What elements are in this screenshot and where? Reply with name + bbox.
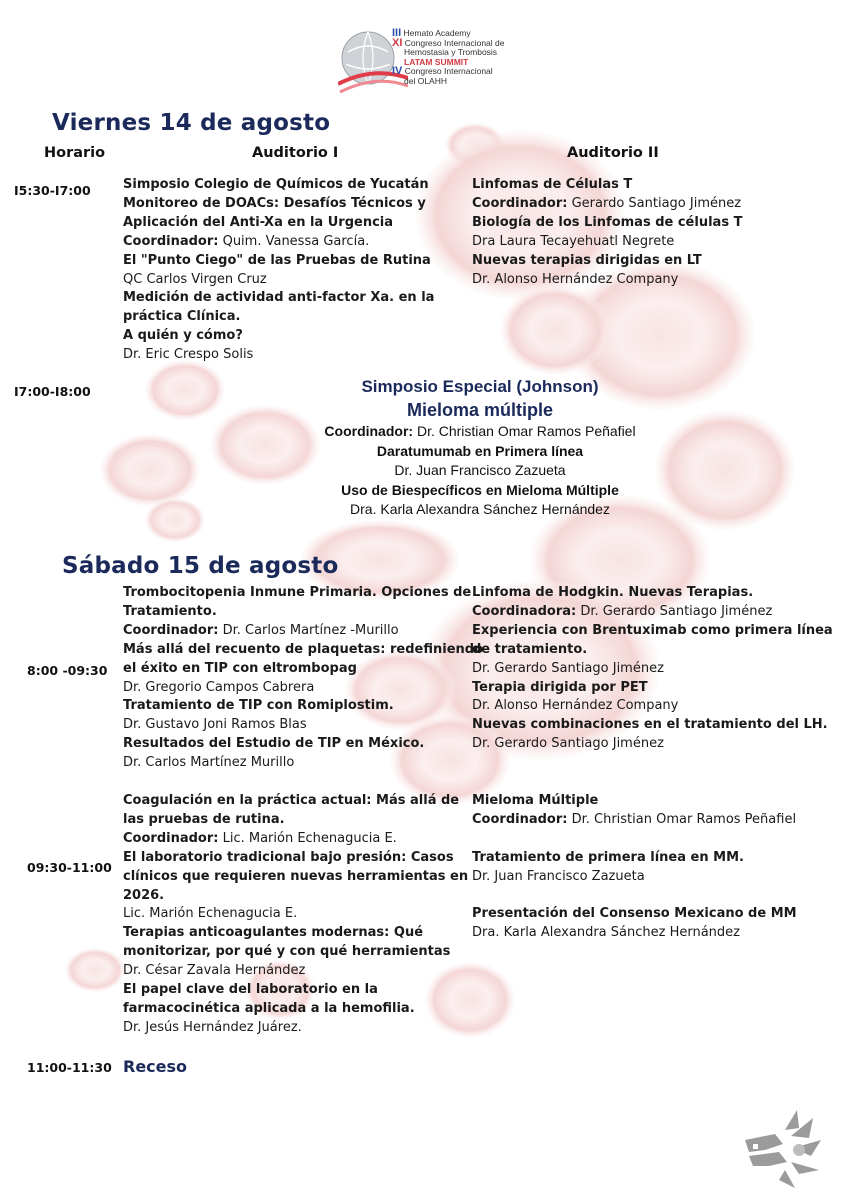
congress-logo: III Hemato Academy XI Congreso Internacional de Hemostasia y Trombosis LATAM SUMMIT IV Congreso Internacional del OLAHH: [338, 24, 528, 104]
session-line: Tratamiento.: [123, 603, 217, 619]
session-line: el éxito en TIP con eltrombopag: [123, 660, 357, 676]
session-line: Dr. Gerardo Santiago Jiménez: [472, 660, 664, 676]
session-line: Dra. Karla Alexandra Sánchez Hernández: [350, 501, 610, 517]
session-line: [472, 830, 817, 849]
session-line: Linfoma de Hodgkin. Nuevas Terapias.: [472, 585, 754, 600]
session-line: QC Carlos Virgen Cruz: [123, 271, 267, 287]
serpent-emblem-icon: [735, 1100, 825, 1190]
session-line: Coagulación en la práctica actual: Más allá de: [123, 793, 460, 808]
session-line: práctica Clínica.: [123, 309, 241, 325]
coordinator-label: Coordinador:: [123, 233, 219, 249]
session-line: Más allá del recuento de plaquetas: redefiniendo: [123, 641, 484, 657]
column-header-horario: Horario: [44, 145, 106, 161]
coordinator-name: Dr. Christian Omar Ramos Peñafiel: [567, 811, 797, 827]
session-line: Presentación del Consenso Mexicano de MM: [472, 906, 797, 922]
session-line: Dra Laura Tecayehuatl Negrete: [472, 233, 675, 249]
session-line: Uso de Biespecíficos en Mieloma Múltiple: [341, 481, 619, 498]
coordinator-label: Coordinador:: [472, 811, 568, 827]
session-line: las pruebas de rutina.: [123, 811, 285, 827]
session-line: [123, 830, 468, 849]
session-line: Biología de los Linfomas de células T: [472, 214, 743, 230]
session-line: Dr. Carlos Martínez Murillo: [123, 755, 295, 771]
session-line: Dr. Juan Francisco Zazueta: [472, 868, 645, 884]
session-line: Dr. Jesús Hernández Juárez.: [123, 1019, 302, 1035]
session-line: Dr. Alonso Hernández Company: [472, 698, 679, 714]
special-symposium-lines: [120, 422, 840, 520]
session-line: Trombocitopenia Inmune Primaria. Opciones de: [123, 585, 472, 600]
session-line: Tratamiento de TIP con Romiplostim.: [123, 698, 394, 714]
special-symposium-title: Simposio Especial (Johnson): [361, 377, 599, 396]
session-auditorio-2: [472, 176, 817, 289]
session-line: Dr. Gustavo Joni Ramos Blas: [123, 717, 307, 733]
session-auditorio-1: [123, 792, 468, 1038]
session-auditorio-2: [472, 792, 817, 943]
session-line: Medición de actividad anti-factor Xa. en la: [123, 290, 435, 306]
session-line: [472, 195, 817, 214]
coordinator-name: Dr. Christian Omar Ramos Peñafiel: [413, 423, 636, 439]
session-line: Simposio Colegio de Químicos de Yucatán: [123, 177, 429, 192]
coordinator-label: Coordinador:: [472, 195, 568, 211]
coordinator-name: Lic. Marión Echenagucia E.: [218, 830, 397, 846]
session-line: Resultados del Estudio de TIP en México.: [123, 736, 425, 752]
column-header-auditorio-1: Auditorio I: [252, 145, 339, 161]
coordinator-name: Dr. Carlos Martínez -Murillo: [218, 622, 399, 638]
session-line: Dr. Juan Francisco Zazueta: [394, 462, 566, 478]
session-auditorio-2: [472, 584, 833, 754]
session-line: [123, 233, 468, 252]
session-line: El laboratorio tradicional bajo presión: Casos: [123, 849, 454, 865]
session-line: Lic. Marión Echenagucia E.: [123, 906, 298, 922]
session-line: Mieloma Múltiple: [472, 793, 599, 808]
session-line: Terapia dirigida por PET: [472, 679, 648, 695]
session-line: Dr. Gerardo Santiago Jiménez: [472, 736, 664, 752]
session-line: monitorizar, por qué y con qué herramientas: [123, 944, 451, 960]
session-line: Dr. Alonso Hernández Company: [472, 271, 679, 287]
session-line: El "Punto Ciego" de las Pruebas de Rutina: [123, 252, 431, 268]
session-line: Nuevas combinaciones en el tratamiento del LH.: [472, 717, 828, 733]
coordinator-name: Quim. Vanessa García.: [218, 233, 370, 249]
column-header-auditorio-2: Auditorio II: [567, 145, 659, 161]
session-line: El papel clave del laboratorio en la: [123, 982, 378, 998]
session-line: Dr. Gregorio Campos Cabrera: [123, 679, 315, 695]
special-symposium: [120, 376, 840, 520]
session-line: Dra. Karla Alexandra Sánchez Hernández: [472, 925, 740, 941]
session-line: [120, 422, 840, 442]
session-line: A quién y cómo?: [123, 328, 243, 344]
session-line: Daratumumab en Primera línea: [376, 442, 584, 459]
session-line: [472, 603, 817, 622]
session-line: Tratamiento de primera línea en MM.: [472, 849, 744, 865]
session-line: Linfomas de Células T: [472, 177, 633, 192]
time-slot: 11:00-11:30: [27, 1060, 112, 1075]
session-auditorio-1: [123, 584, 484, 773]
session-line: farmacocinética aplicada a la hemofilia.: [123, 1000, 415, 1016]
session-line: Experiencia con Brentuximab como primera línea: [472, 622, 833, 638]
session-line: [123, 622, 468, 641]
session-line: clínicos que requieren nuevas herramientas en: [123, 868, 469, 884]
session-line: [472, 811, 817, 830]
session-line: Nuevas terapias dirigidas en LT: [472, 252, 702, 268]
coordinator-label: Coordinador:: [123, 622, 219, 638]
session-line: Dr. Eric Crespo Solis: [123, 347, 254, 363]
coordinator-label: Coordinadora:: [472, 603, 577, 619]
time-slot: I5:30-I7:00: [14, 183, 91, 198]
day1-title: Viernes 14 de agosto: [52, 110, 331, 136]
coordinator-name: Dr. Gerardo Santiago Jiménez: [576, 603, 773, 619]
time-slot: 09:30-11:00: [27, 860, 112, 875]
coordinator-name: Gerardo Santiago Jiménez: [567, 195, 742, 211]
day2-title: Sábado 15 de agosto: [62, 553, 339, 579]
time-slot: 8:00 -09:30: [27, 663, 108, 678]
session-line: [472, 887, 817, 906]
time-slot: I7:00-I8:00: [14, 384, 91, 399]
coordinator-label: Coordinador:: [123, 830, 219, 846]
session-line: de tratamiento.: [472, 641, 588, 657]
session-line: Dr. César Zavala Hernández: [123, 963, 306, 979]
session-line: Monitoreo de DOACs: Desafíos Técnicos y: [123, 195, 426, 211]
special-symposium-subtitle: Mieloma múltiple: [406, 400, 554, 420]
session-line: 2026.: [123, 887, 165, 903]
session-auditorio-1: [123, 176, 468, 365]
break-label: Receso: [123, 1057, 188, 1076]
session-line: Terapias anticoagulantes modernas: Qué: [123, 925, 424, 941]
coordinator-label: Coordinador:: [324, 423, 414, 439]
session-line: Aplicación del Anti-Xa en la Urgencia: [123, 214, 394, 230]
